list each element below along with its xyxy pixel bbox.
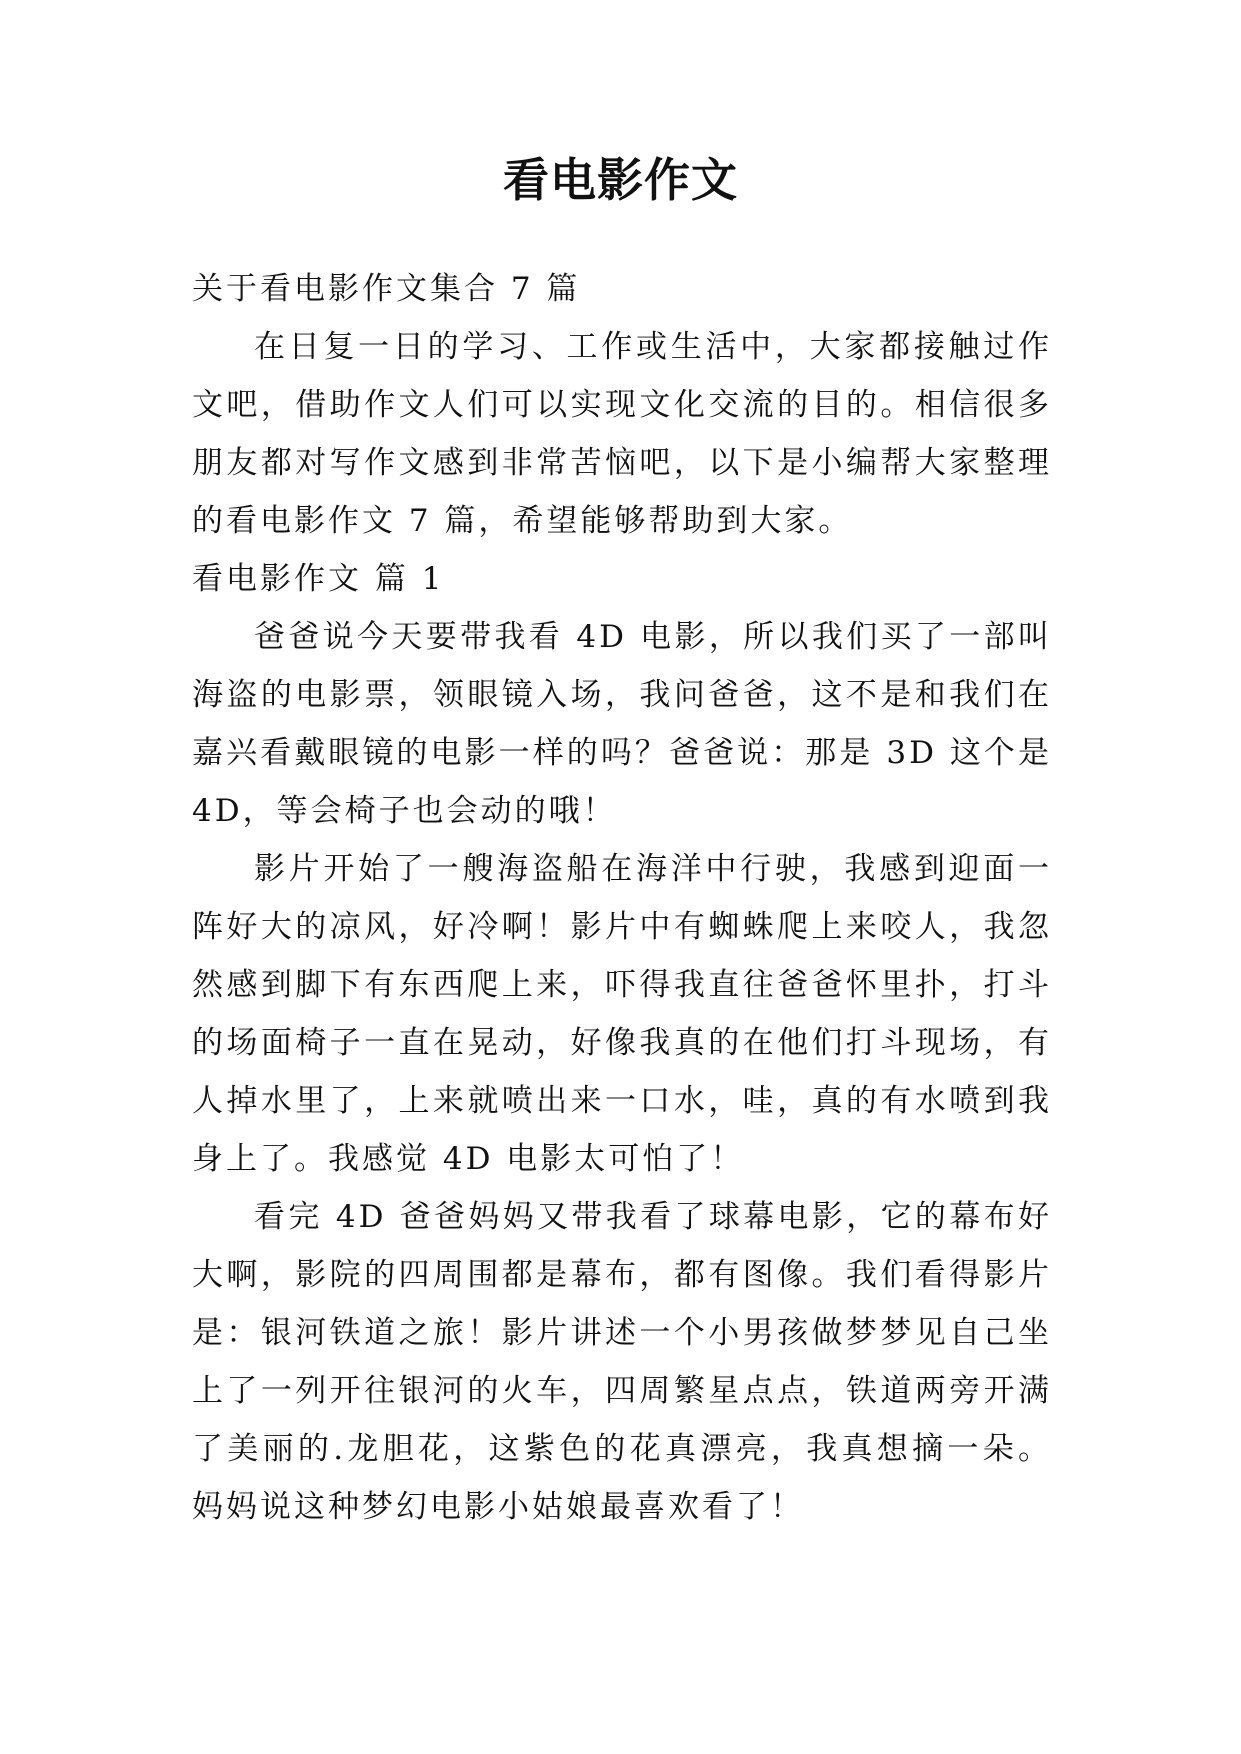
document-title: 看电影作文 [503,153,738,207]
body-paragraph-3: 看完 4D 爸爸妈妈又带我看了球幕电影，它的幕布好大啊，影院的四周围都是幕布，都有图像。我们看得影片是：银河铁道之旅！影片讲述一个小男孩做梦梦见自己坐上了一列开往银河的火车，四周繁星点点，铁道两旁开满了美丽的.龙胆花，这紫色的花真漂亮，我真想摘一朵。妈妈说这种梦幻电影小姑娘最喜欢看了！ [192,1199,1052,1525]
document-body [192,260,1052,1536]
intro-paragraph: 在日复一日的学习、工作或生活中，大家都接触过作文吧，借助作文人们可以实现文化交流的目的。相信很多朋友都对写作文感到非常苦恼吧，以下是小编帮大家整理的看电影作文 7 篇，希望能够帮助到大家。 [192,329,1052,539]
document-subtitle: 关于看电影作文集合 7 篇 [192,271,581,307]
body-paragraph-2: 影片开始了一艘海盗船在海洋中行驶，我感到迎面一阵好大的凉风，好冷啊！影片中有蜘蛛爬上来咬人，我忽然感到脚下有东西爬上来，吓得我直往爸爸怀里扑，打斗的场面椅子一直在晃动，好像我真的在他们打斗现场，有人掉水里了，上来就喷出来一口水，哇，真的有水喷到我身上了。我感觉 4D 电影太可怕了！ [192,851,1052,1177]
body-paragraph-1: 爸爸说今天要带我看 4D 电影，所以我们买了一部叫海盗的电影票，领眼镜入场，我问爸爸，这不是和我们在嘉兴看戴眼镜的电影一样的吗？爸爸说：那是 3D 这个是 4D，等会椅子也会动的哦！ [192,619,1052,829]
section-heading: 看电影作文 篇 1 [192,561,445,597]
